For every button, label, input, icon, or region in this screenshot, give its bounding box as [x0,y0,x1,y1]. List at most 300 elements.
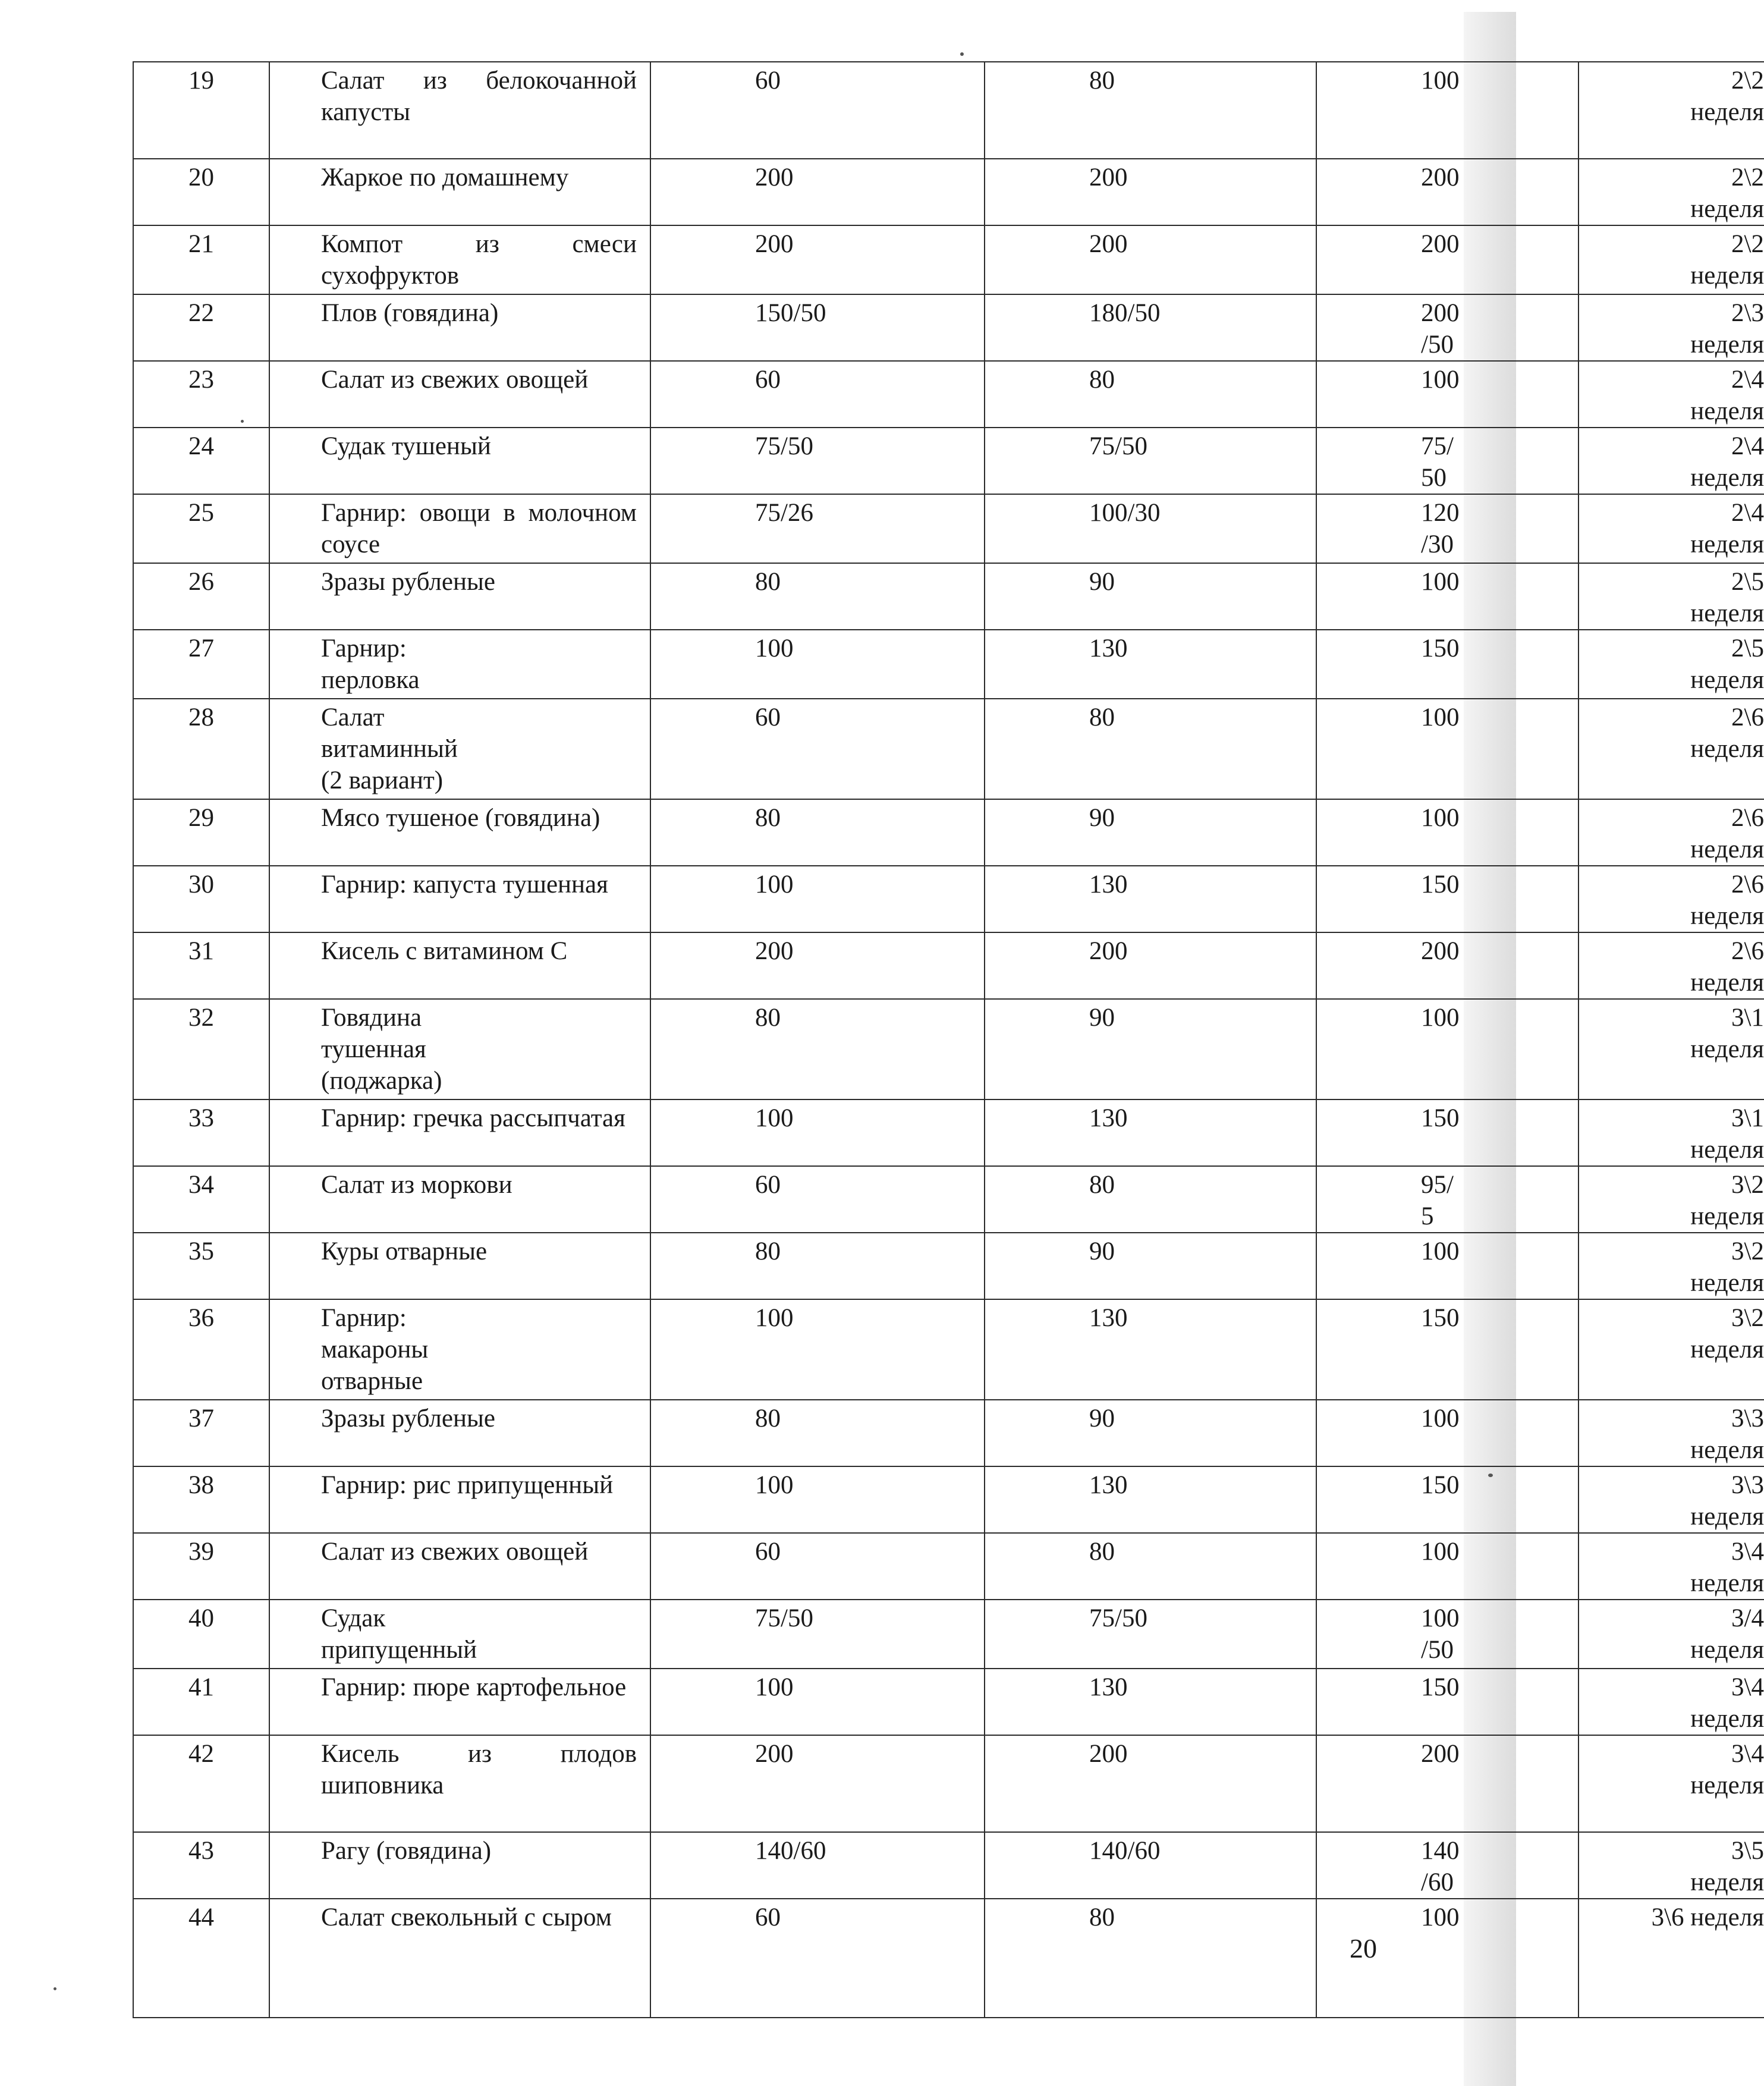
week-cell [1579,294,1764,361]
portion-b-text: 200 [1089,164,1128,191]
week-text: 2\3 неделя [1690,299,1764,359]
week-cell [1579,1233,1764,1299]
portion-b-text: 130 [1089,1471,1128,1499]
portion-b-text: 90 [1089,804,1115,832]
scan-speck [241,420,244,423]
week-cell [1579,699,1764,799]
portion-c-cell [1316,563,1579,630]
week-cell [1579,1166,1764,1233]
portion-a-cell [650,1735,985,1832]
portion-a-text: 80 [755,1237,781,1265]
week-text: 3\4 неделя [1690,1538,1764,1597]
table-row [133,1466,1764,1533]
page-number: 20 [1350,1933,1377,1964]
week-text: 2\5 неделя [1690,568,1764,627]
dish-name-text: Зразы рубленые [321,568,495,596]
week-text: 3\1 неделя [1690,1104,1764,1164]
dish-name-text: Зразы рубленые [321,1405,495,1432]
week-text: 3\2 неделя [1690,1171,1764,1230]
portion-b-cell [985,866,1316,932]
week-cell [1579,630,1764,699]
portion-b-text: 130 [1089,1104,1128,1132]
portion-b-text: 80 [1089,67,1115,95]
portion-a-cell [650,1466,985,1533]
week-text: 2\2 неделя [1690,230,1764,290]
portion-b-cell [985,699,1316,799]
dish-name-text: Салат свекольный с сыром [321,1903,612,1931]
portion-a-cell [650,1299,985,1400]
week-cell [1579,1899,1764,2018]
portion-c-cell [1316,1533,1579,1600]
portion-b-cell [985,1669,1316,1735]
portion-b-cell [985,932,1316,999]
row-number-text: 23 [188,366,214,394]
menu-table [133,61,1764,2018]
dish-name-cell [269,159,650,225]
row-number-cell [133,1233,269,1299]
dish-name-cell [269,932,650,999]
dish-name-cell [269,1600,650,1669]
row-number-text: 37 [188,1405,214,1432]
dish-name-text: Салат из свежих овощей [321,1538,589,1566]
dish-name-cell [269,866,650,932]
portion-c-text: 100 [1421,366,1460,394]
portion-c-cell [1316,1233,1579,1299]
dish-name-cell [269,1533,650,1600]
portion-a-cell [650,630,985,699]
portion-c-cell [1316,1299,1579,1400]
dish-name-cell [269,799,650,866]
row-number-text: 32 [188,1004,214,1032]
dish-name-text: Гарнир: перловка [321,634,420,694]
week-text: 2\6 неделя [1690,703,1764,763]
dish-name-text: Рагу (говядина) [321,1837,492,1865]
portion-b-cell [985,1735,1316,1832]
scan-speck [960,52,964,56]
week-text: 3/4 неделя [1690,1604,1764,1664]
portion-a-text: 60 [755,1171,781,1199]
week-cell [1579,1466,1764,1533]
portion-c-cell [1316,294,1579,361]
portion-c-text: 150 [1421,1104,1460,1132]
table-row [133,1600,1764,1669]
portion-a-cell [650,1899,985,2018]
portion-a-cell [650,1166,985,1233]
table-row [133,225,1764,294]
portion-c-cell [1316,999,1579,1099]
portion-a-text: 60 [755,703,781,731]
portion-b-text: 80 [1089,1171,1115,1199]
week-text: 3\3 неделя [1690,1471,1764,1531]
portion-a-cell [650,361,985,428]
table-row [133,1669,1764,1735]
row-number-cell [133,1899,269,2018]
portion-b-text: 130 [1089,634,1128,662]
row-number-text: 39 [188,1538,214,1566]
portion-b-text: 80 [1089,703,1115,731]
table-row [133,1533,1764,1600]
portion-b-cell [985,999,1316,1099]
portion-b-text: 130 [1089,871,1128,899]
week-cell [1579,1832,1764,1899]
row-number-text: 36 [188,1304,214,1332]
portion-b-cell [985,1533,1316,1600]
portion-b-cell [985,225,1316,294]
row-number-cell [133,361,269,428]
portion-c-text: 200 [1421,1740,1460,1768]
portion-a-text: 60 [755,1538,781,1566]
week-cell [1579,563,1764,630]
row-number-cell [133,1832,269,1899]
row-number-cell [133,225,269,294]
week-cell [1579,159,1764,225]
table-row [133,932,1764,999]
portion-b-text: 200 [1089,937,1128,965]
table-row [133,494,1764,563]
row-number-cell [133,159,269,225]
row-number-cell [133,494,269,563]
dish-name-text: Мясо тушеное (говядина) [321,804,600,832]
row-number-cell [133,563,269,630]
portion-a-text: 150/50 [755,299,826,327]
portion-c-cell [1316,1735,1579,1832]
portion-a-cell [650,932,985,999]
row-number-text: 19 [188,67,214,95]
dish-name-cell [269,361,650,428]
table-row [133,563,1764,630]
portion-c-cell [1316,494,1579,563]
table-row [133,1400,1764,1466]
week-text: 2\2 неделя [1690,164,1764,223]
portion-b-text: 90 [1089,1004,1115,1032]
dish-name-cell [269,1299,650,1400]
portion-b-cell [985,563,1316,630]
portion-a-text: 200 [755,230,794,258]
row-number-text: 27 [188,634,214,662]
row-number-text: 38 [188,1471,214,1499]
row-number-cell [133,799,269,866]
row-number-cell [133,1669,269,1735]
week-cell [1579,428,1764,494]
portion-c-cell [1316,932,1579,999]
portion-c-text: 100 [1421,1405,1460,1432]
portion-b-cell [985,294,1316,361]
row-number-cell [133,1533,269,1600]
dish-name-cell [269,1099,650,1166]
table-row [133,1099,1764,1166]
table-row [133,1166,1764,1233]
portion-a-cell [650,428,985,494]
portion-a-cell [650,1600,985,1669]
portion-c-text: 100 [1421,1237,1460,1265]
week-cell [1579,62,1764,159]
portion-b-text: 80 [1089,366,1115,394]
portion-b-text: 130 [1089,1673,1128,1701]
table-row [133,428,1764,494]
portion-a-text: 200 [755,937,794,965]
portion-a-text: 80 [755,568,781,596]
portion-b-cell [985,494,1316,563]
row-number-cell [133,699,269,799]
week-cell [1579,999,1764,1099]
week-cell [1579,1400,1764,1466]
dish-name-text: Гарнир: макароны отварные [321,1304,429,1395]
portion-b-text: 75/50 [1089,1604,1147,1632]
portion-a-cell [650,999,985,1099]
row-number-text: 29 [188,804,214,832]
dish-name-cell [269,1466,650,1533]
week-text: 2\5 неделя [1690,634,1764,694]
portion-b-cell [985,630,1316,699]
row-number-cell [133,866,269,932]
row-number-text: 33 [188,1104,214,1132]
row-number-cell [133,428,269,494]
portion-c-cell [1316,62,1579,159]
scan-speck [1488,1474,1493,1477]
portion-c-text: 100 [1421,1538,1460,1566]
week-cell [1579,494,1764,563]
portion-b-text: 75/50 [1089,432,1147,460]
week-cell [1579,225,1764,294]
portion-c-text: 120 /30 [1421,499,1460,558]
portion-c-cell [1316,1832,1579,1899]
week-cell [1579,1600,1764,1669]
portion-b-cell [985,62,1316,159]
table-row [133,1832,1764,1899]
table-row [133,799,1764,866]
dish-name-text: Гарнир: овощи в молочном соусе [321,499,637,558]
portion-c-text: 100 [1421,1903,1460,1931]
row-number-cell [133,1735,269,1832]
row-number-text: 28 [188,703,214,731]
row-number-cell [133,1099,269,1166]
week-text: 2\4 неделя [1690,499,1764,558]
scan-speck [54,1987,56,1990]
dish-name-text: Плов (говядина) [321,299,499,327]
portion-a-cell [650,1099,985,1166]
row-number-text: 40 [188,1604,214,1632]
week-cell [1579,1533,1764,1600]
portion-b-cell [985,1299,1316,1400]
week-cell [1579,799,1764,866]
dish-name-cell [269,1166,650,1233]
week-cell [1579,932,1764,999]
portion-a-cell [650,159,985,225]
row-number-cell [133,1400,269,1466]
dish-name-text: Кисель из плодов шиповника [321,1740,637,1799]
portion-c-cell [1316,1166,1579,1233]
dish-name-text: Салат витаминный (2 вариант) [321,703,458,794]
dish-name-cell [269,630,650,699]
portion-c-cell [1316,1466,1579,1533]
portion-b-cell [985,799,1316,866]
dish-name-cell [269,1669,650,1735]
week-cell [1579,1299,1764,1400]
portion-a-text: 60 [755,67,781,95]
dish-name-text: Гарнир: гречка рассыпчатая [321,1104,625,1132]
portion-a-cell [650,1233,985,1299]
row-number-text: 20 [188,164,214,191]
portion-b-text: 80 [1089,1903,1115,1931]
portion-b-text: 90 [1089,568,1115,596]
dish-name-text: Куры отварные [321,1237,488,1265]
week-cell [1579,866,1764,932]
dish-name-cell [269,699,650,799]
portion-a-text: 100 [755,634,794,662]
portion-b-cell [985,1400,1316,1466]
table-row [133,159,1764,225]
portion-b-text: 140/60 [1089,1837,1161,1865]
portion-c-text: 200 [1421,164,1460,191]
table-row [133,1299,1764,1400]
dish-name-cell [269,1233,650,1299]
table-row [133,999,1764,1099]
portion-b-cell [985,159,1316,225]
dish-name-cell [269,1400,650,1466]
portion-c-cell [1316,1099,1579,1166]
portion-a-text: 200 [755,164,794,191]
portion-b-cell [985,1466,1316,1533]
portion-c-text: 100 [1421,568,1460,596]
portion-a-text: 100 [755,1673,794,1701]
portion-b-text: 200 [1089,1740,1128,1768]
row-number-cell [133,932,269,999]
table-row [133,630,1764,699]
row-number-text: 44 [188,1903,214,1931]
portion-a-text: 100 [755,1471,794,1499]
row-number-cell [133,1466,269,1533]
dish-name-text: Гарнир: рис припущенный [321,1471,614,1499]
week-cell [1579,1669,1764,1735]
week-text: 3\4 неделя [1690,1740,1764,1799]
row-number-text: 43 [188,1837,214,1865]
portion-a-cell [650,799,985,866]
portion-b-text: 90 [1089,1405,1115,1432]
portion-c-cell [1316,799,1579,866]
week-text: 3\4 неделя [1690,1673,1764,1733]
portion-a-cell [650,62,985,159]
dish-name-text: Салат из моркови [321,1171,512,1199]
portion-b-text: 200 [1089,230,1128,258]
portion-c-text: 100 [1421,67,1460,95]
table-row [133,866,1764,932]
portion-a-text: 200 [755,1740,794,1768]
portion-a-text: 100 [755,1304,794,1332]
row-number-text: 34 [188,1171,214,1199]
dish-name-cell [269,225,650,294]
dish-name-cell [269,494,650,563]
week-text: 2\6 неделя [1690,937,1764,997]
row-number-text: 30 [188,871,214,899]
portion-c-cell [1316,361,1579,428]
week-cell [1579,361,1764,428]
portion-c-text: 150 [1421,1673,1460,1701]
portion-a-text: 80 [755,1004,781,1032]
week-text: 2\6 неделя [1690,804,1764,863]
portion-b-text: 80 [1089,1538,1115,1566]
portion-c-cell [1316,630,1579,699]
table-row [133,361,1764,428]
week-text: 3\2 неделя [1690,1237,1764,1297]
portion-b-text: 180/50 [1089,299,1161,327]
portion-c-cell [1316,699,1579,799]
portion-a-text: 60 [755,1903,781,1931]
portion-a-text: 100 [755,1104,794,1132]
portion-c-text: 100 [1421,804,1460,832]
week-text: 3\2 неделя [1690,1304,1764,1364]
portion-c-text: 200 /50 [1421,299,1460,359]
week-text: 3\6 неделя [1651,1903,1764,1931]
portion-b-cell [985,1233,1316,1299]
week-text: 2\6 неделя [1690,871,1764,930]
week-text: 3\5 неделя [1690,1837,1764,1896]
portion-a-text: 75/26 [755,499,813,527]
row-number-text: 24 [188,432,214,460]
table-row [133,1899,1764,2018]
portion-a-text: 80 [755,1405,781,1432]
table-row [133,62,1764,159]
week-text: 2\4 неделя [1690,432,1764,492]
week-text: 2\4 неделя [1690,366,1764,425]
portion-c-text: 100 [1421,1004,1460,1032]
portion-c-text: 150 [1421,871,1460,899]
portion-c-cell [1316,1600,1579,1669]
portion-a-cell [650,494,985,563]
dish-name-text: Компот из смеси сухофруктов [321,230,637,290]
portion-c-text: 100 [1421,703,1460,731]
week-text: 2\2 неделя [1690,67,1764,126]
row-number-text: 42 [188,1740,214,1768]
dish-name-cell [269,999,650,1099]
dish-name-cell [269,563,650,630]
portion-a-text: 80 [755,804,781,832]
week-cell [1579,1735,1764,1832]
portion-a-cell [650,699,985,799]
week-text: 3\3 неделя [1690,1405,1764,1464]
row-number-text: 31 [188,937,214,965]
portion-b-cell [985,1600,1316,1669]
dish-name-text: Салат из свежих овощей [321,366,589,394]
table-row [133,699,1764,799]
portion-a-text: 140/60 [755,1837,826,1865]
portion-a-cell [650,1533,985,1600]
dish-name-text: Судак тушеный [321,432,491,460]
portion-a-cell [650,294,985,361]
portion-c-cell [1316,1669,1579,1735]
portion-c-text: 150 [1421,634,1460,662]
portion-c-text: 200 [1421,937,1460,965]
dish-name-text: Гарнир: капуста тушенная [321,871,608,899]
portion-c-text: 95/ 5 [1421,1171,1454,1230]
row-number-cell [133,999,269,1099]
portion-c-cell [1316,866,1579,932]
portion-b-text: 130 [1089,1304,1128,1332]
portion-b-cell [985,1899,1316,2018]
portion-b-cell [985,1832,1316,1899]
portion-b-text: 90 [1089,1237,1115,1265]
table-row [133,294,1764,361]
table-row [133,1233,1764,1299]
portion-a-cell [650,563,985,630]
portion-a-cell [650,1400,985,1466]
dish-name-text: Говядина тушенная (поджарка) [321,1004,442,1095]
portion-c-text: 200 [1421,230,1460,258]
row-number-cell [133,1299,269,1400]
portion-a-text: 60 [755,366,781,394]
week-text: 3\1 неделя [1690,1004,1764,1063]
portion-c-text: 140 /60 [1421,1837,1460,1896]
portion-a-cell [650,866,985,932]
